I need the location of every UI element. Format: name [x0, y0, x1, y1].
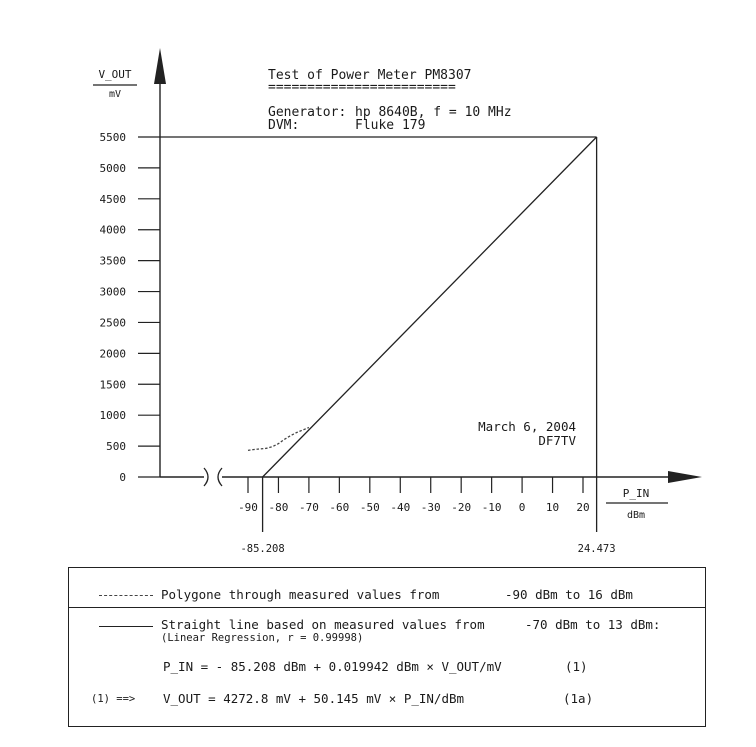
y-axis-label-group	[93, 68, 137, 100]
y-tick-label: 1500	[99, 378, 126, 392]
chart-title: Test of Power Meter PM8307	[268, 68, 472, 83]
legend-line-note: (Linear Regression, r = 0.99998)	[161, 632, 364, 644]
x-axis-break-left	[204, 468, 208, 486]
annotation-x-intercept: -85.208	[240, 543, 285, 555]
x-tick-label: -30	[420, 501, 441, 514]
legend-line-text: Straight line based on measured values from	[161, 617, 485, 632]
y-ticks	[100, 131, 161, 484]
x-axis-label: P_IN	[622, 487, 650, 500]
reference-lines	[160, 137, 597, 532]
annotation-date: March 6, 2004	[478, 419, 576, 434]
y-tick-label: 4000	[99, 223, 126, 237]
legend-polygon-range: -90 dBm to 16 dBm	[505, 587, 633, 602]
x-tick-label: -40	[390, 501, 411, 514]
x-tick-label: -70	[298, 501, 319, 514]
y-tick-label: 4500	[99, 192, 126, 206]
x-tick-label: 0	[518, 501, 526, 514]
x-tick-label: 10	[545, 501, 560, 514]
chart-title-group	[268, 68, 512, 133]
legend-dashed-swatch	[99, 595, 153, 596]
generator-label: Generator:	[268, 105, 347, 120]
legend-box	[68, 567, 706, 727]
y-tick-label: 0	[119, 471, 126, 484]
y-tick-label: 5500	[99, 131, 126, 144]
dvm-label: DVM:	[268, 118, 300, 133]
x-tick-label: 20	[576, 501, 590, 514]
y-tick-label: 3500	[99, 254, 126, 268]
legend-polygon-text: Polygone through measured values from	[161, 587, 440, 602]
chart-title-underline: ========================	[268, 80, 456, 95]
equation-2-tag: (1a)	[563, 691, 594, 706]
annotation-callsign: DF7TV	[538, 433, 576, 448]
legend-divider	[69, 607, 705, 608]
y-axis-label: V_OUT	[98, 68, 132, 81]
x-tick-label: -80	[268, 501, 289, 514]
x-tick-label: -50	[359, 501, 380, 514]
y-tick-label: 2000	[99, 347, 126, 361]
equation-1-tag: (1)	[565, 659, 588, 674]
y-tick-label: 500	[106, 440, 126, 454]
x-tick-label: -10	[481, 501, 502, 514]
y-axis-arrowhead	[154, 48, 166, 84]
x-axis-break-right	[218, 468, 222, 486]
y-tick-label: 5000	[99, 161, 126, 175]
y-axis-unit: mV	[108, 89, 122, 100]
annotation-x-top: 24.473	[577, 543, 616, 555]
equation-2: V_OUT = 4272.8 mV + 50.145 mV × P_IN/dBm	[163, 691, 465, 706]
x-ticks	[238, 477, 590, 514]
y-tick-label: 1000	[99, 409, 126, 423]
x-axis-unit: dBm	[626, 510, 646, 521]
y-tick-label: 2500	[99, 316, 126, 330]
x-tick-label: -20	[451, 501, 472, 514]
legend-line-range: -70 dBm to 13 dBm:	[525, 617, 661, 632]
generator-value: hp 8640B, f = 10 MHz	[355, 105, 512, 120]
x-axis-arrowhead	[668, 471, 702, 483]
x-axis-label-group	[606, 487, 668, 521]
equation-2-prefix: (1) ==>	[91, 693, 136, 705]
equation-1: P_IN = - 85.208 dBm + 0.019942 dBm × V_OUT/mV	[163, 659, 502, 674]
annotations	[240, 419, 615, 555]
legend-solid-swatch	[99, 626, 153, 627]
x-tick-label: -90	[238, 501, 258, 514]
dvm-value: Fluke 179	[355, 118, 426, 133]
x-tick-label: -60	[329, 501, 350, 514]
y-tick-label: 3000	[99, 285, 126, 299]
